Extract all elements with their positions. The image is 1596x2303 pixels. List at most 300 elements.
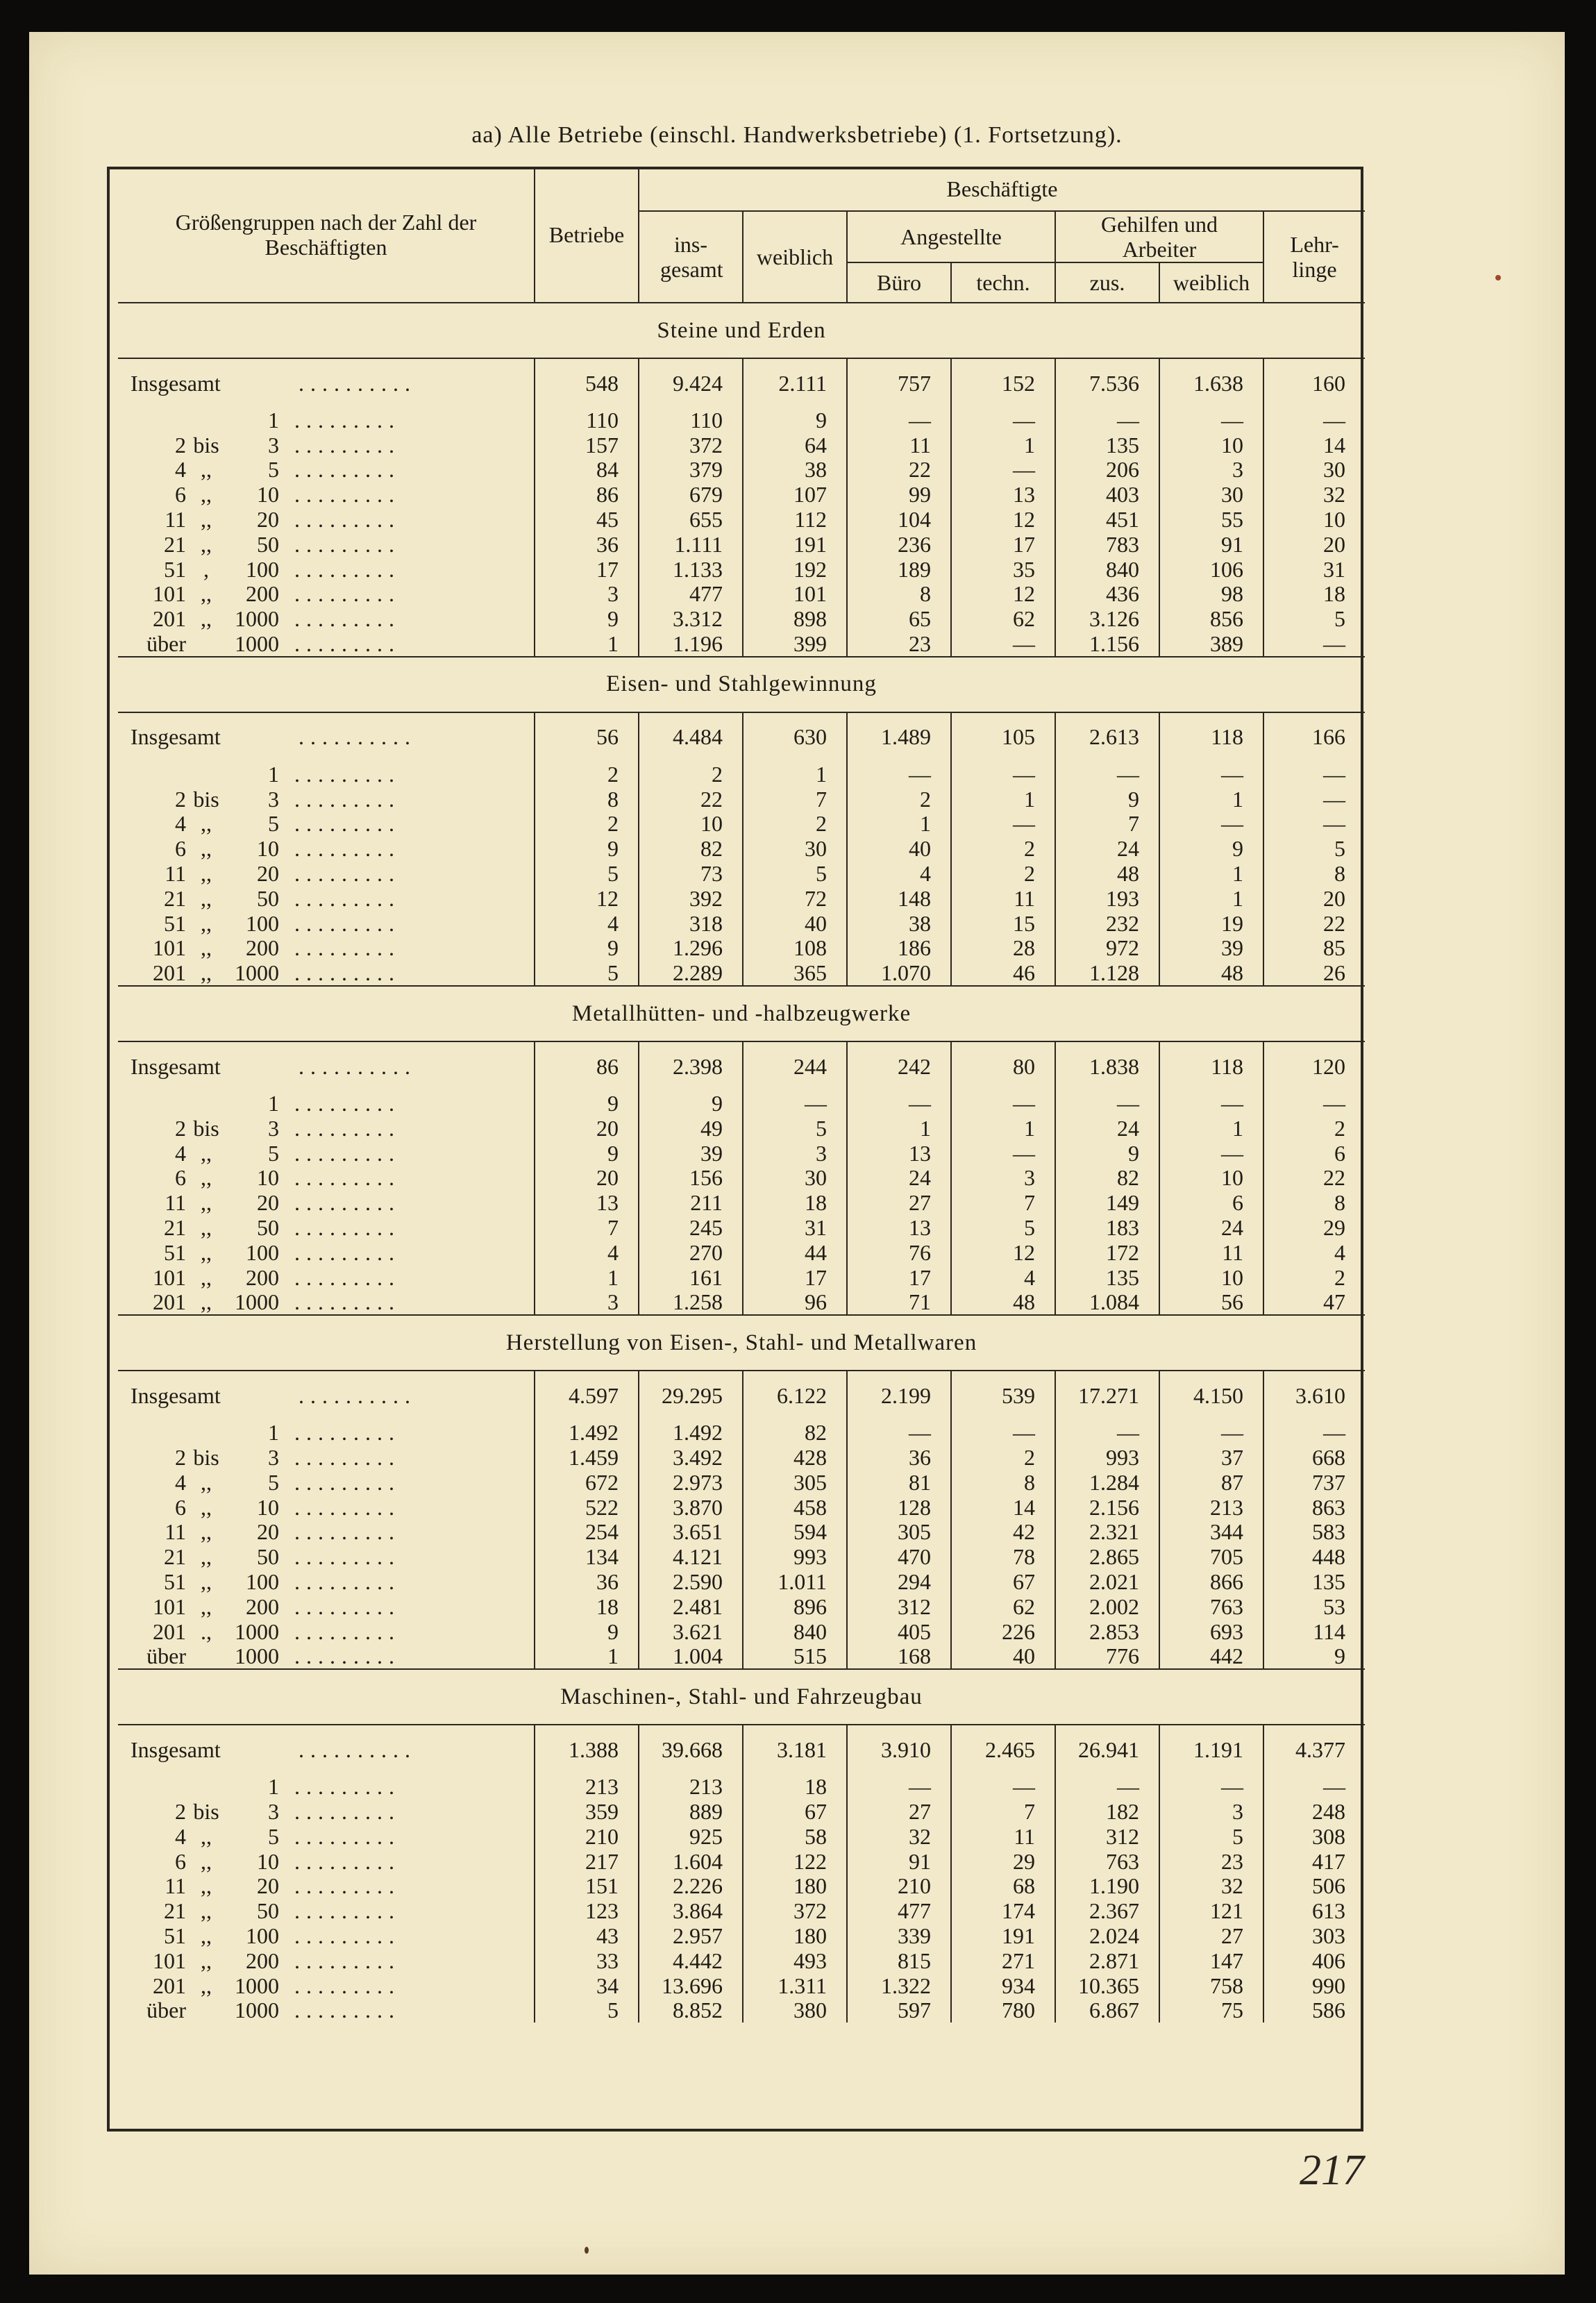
cell-value: 213 <box>639 1774 743 1799</box>
size-group-label <box>118 836 535 861</box>
cell-value: 5 <box>951 1215 1055 1240</box>
cell-value: 4.121 <box>639 1544 743 1569</box>
table-row <box>118 433 1365 458</box>
size-connector: ,, <box>201 1898 212 1924</box>
cell-value: 38 <box>847 911 951 936</box>
size-from: 2 <box>175 432 186 458</box>
cell-value: 55 <box>1159 507 1263 532</box>
cell-value: 44 <box>743 1240 847 1265</box>
table-row <box>118 861 1365 886</box>
size-group-label <box>118 1420 535 1445</box>
total-value: 1.638 <box>1159 358 1263 408</box>
cell-value: 451 <box>1055 507 1159 532</box>
cell-value: — <box>1055 762 1159 787</box>
size-group-label <box>118 507 535 532</box>
size-from: 4 <box>175 1140 186 1166</box>
cell-value: 30 <box>1159 482 1263 507</box>
cell-value: — <box>951 1420 1055 1445</box>
cell-value: 1 <box>951 787 1055 812</box>
cell-value: 2 <box>847 787 951 812</box>
cell-value: 406 <box>1312 1948 1346 1973</box>
cell-value: 135 <box>1312 1568 1346 1594</box>
cell-value: 30 <box>743 836 847 861</box>
cell-value: 62 <box>951 1594 1055 1619</box>
leader-dots: ......... <box>294 507 401 533</box>
cell-value: — <box>847 762 951 787</box>
total-value: 118 <box>1159 1041 1263 1091</box>
cell-value: 22 <box>639 787 743 812</box>
table-row <box>118 557 1365 582</box>
cell-value: — <box>847 1774 951 1799</box>
size-from: 11 <box>165 1519 186 1545</box>
cell-value: 2 <box>639 762 743 787</box>
cell-value: 1 <box>847 812 951 837</box>
leader-dots: ......... <box>294 1239 401 1265</box>
cell-value: 1.070 <box>847 960 951 986</box>
cell-value: 135 <box>1055 1265 1159 1290</box>
table-row <box>118 1774 1365 1799</box>
cell-value: 693 <box>1159 1619 1263 1644</box>
size-group-label <box>118 557 535 582</box>
size-to: 3 <box>268 1115 279 1141</box>
total-value: 1.838 <box>1055 1041 1159 1091</box>
size-to: 10 <box>257 836 279 862</box>
cell-value: 98 <box>1159 582 1263 607</box>
size-connector: , <box>203 556 209 582</box>
table-row <box>118 911 1365 936</box>
cell-value: 1 <box>535 1643 639 1669</box>
cell-value: 29 <box>951 1849 1055 1874</box>
size-group-label <box>118 1520 535 1545</box>
cell-value: 104 <box>847 507 951 532</box>
section-header-row <box>118 986 1365 1041</box>
cell-value: 68 <box>951 1873 1055 1898</box>
header-weiblich: weiblich <box>743 211 847 303</box>
cell-value: 896 <box>743 1594 847 1619</box>
size-from: 51 <box>164 556 186 582</box>
size-to: 20 <box>257 507 279 533</box>
size-group-label <box>118 1824 535 1849</box>
cell-value: 863 <box>1312 1494 1346 1520</box>
table-row <box>118 458 1365 483</box>
cell-value: 3 <box>1159 1799 1263 1824</box>
table-row <box>118 1265 1365 1290</box>
cell-value: 783 <box>1055 532 1159 557</box>
size-group-label <box>118 1594 535 1619</box>
size-group-label <box>118 1495 535 1520</box>
cell-value: 18 <box>1323 581 1346 607</box>
size-to: 1 <box>268 1774 279 1800</box>
size-to: 3 <box>268 1798 279 1824</box>
table-row <box>118 1240 1365 1265</box>
cell-value: 4 <box>951 1265 1055 1290</box>
statistics-table <box>118 167 1365 2023</box>
leader-dots: ......... <box>294 811 401 837</box>
cell-value: 7 <box>535 1215 639 1240</box>
table-row <box>118 482 1365 507</box>
table-row <box>118 1190 1365 1215</box>
cell-value: 232 <box>1055 911 1159 936</box>
size-to: 3 <box>268 432 279 458</box>
cell-value: 107 <box>743 482 847 507</box>
cell-value: 23 <box>847 631 951 657</box>
cell-value: 10 <box>639 812 743 837</box>
cell-value: 9 <box>743 408 847 433</box>
cell-value: 213 <box>535 1774 639 1799</box>
cell-value: 1 <box>1159 787 1263 812</box>
cell-value: 39 <box>639 1141 743 1166</box>
size-to: 200 <box>246 581 279 607</box>
cell-value: — <box>1159 1091 1263 1116</box>
cell-value: 3.312 <box>639 606 743 631</box>
size-from: über <box>146 631 186 657</box>
total-value: 9.424 <box>639 358 743 408</box>
table-row <box>118 1849 1365 1874</box>
size-connector: ,, <box>201 1215 212 1241</box>
cell-value: 31 <box>743 1215 847 1240</box>
leader-dots: ......... <box>294 786 401 812</box>
cell-value: 24 <box>847 1166 951 1191</box>
total-value: 1.388 <box>535 1725 639 1774</box>
size-group-label <box>118 1190 535 1215</box>
size-to: 10 <box>257 1494 279 1520</box>
cell-value: 5 <box>1334 606 1346 632</box>
cell-value: 990 <box>1312 1973 1346 1998</box>
cell-value: 2.226 <box>639 1873 743 1898</box>
table-row <box>118 1873 1365 1898</box>
size-to: 1 <box>268 761 279 787</box>
size-from: 6 <box>175 836 186 862</box>
cell-value: 7 <box>743 787 847 812</box>
cell-value: 11 <box>1159 1240 1263 1265</box>
leader-dots: ......... <box>294 885 401 911</box>
table-row <box>118 1923 1365 1948</box>
table-row <box>118 1799 1365 1824</box>
cell-value: 522 <box>535 1495 639 1520</box>
table-row <box>118 1520 1365 1545</box>
size-connector: ,, <box>201 581 212 607</box>
cell-value: 86 <box>535 482 639 507</box>
cell-value: 24 <box>1055 836 1159 861</box>
cell-value: 372 <box>639 433 743 458</box>
cell-value: 134 <box>535 1544 639 1569</box>
leader-dots: ......... <box>294 1420 401 1446</box>
cell-value: 1.128 <box>1055 960 1159 986</box>
cell-value: 3.126 <box>1055 606 1159 631</box>
table-row <box>118 1445 1365 1470</box>
size-connector: ,, <box>201 1848 212 1874</box>
total-value: 4.150 <box>1159 1371 1263 1420</box>
leader-dots: ......... <box>294 1618 401 1644</box>
cell-value: 17 <box>743 1265 847 1290</box>
cell-value: 3 <box>743 1141 847 1166</box>
cell-value: 182 <box>1055 1799 1159 1824</box>
cell-value: 36 <box>535 532 639 557</box>
size-from: 201 <box>153 960 186 986</box>
size-group-label <box>118 433 535 458</box>
cell-value: 53 <box>1323 1593 1346 1619</box>
cell-value: 56 <box>1159 1290 1263 1316</box>
cell-value: 5 <box>535 1998 639 2023</box>
size-group-label <box>118 1290 535 1316</box>
cell-value: 110 <box>639 408 743 433</box>
table-row <box>118 507 1365 532</box>
size-to: 1000 <box>235 1618 279 1644</box>
cell-value: 436 <box>1055 582 1159 607</box>
cell-value: 668 <box>1312 1445 1346 1470</box>
cell-value: — <box>743 1091 847 1116</box>
cell-value: 9 <box>535 606 639 631</box>
size-to: 1000 <box>235 1643 279 1669</box>
table-row <box>118 631 1365 657</box>
cell-value: 2.871 <box>1055 1948 1159 1973</box>
cell-value: 8 <box>1334 1190 1346 1216</box>
cell-value: 20 <box>1323 531 1346 557</box>
cell-value: 5 <box>535 960 639 986</box>
total-label-cell <box>118 1041 535 1091</box>
table-row <box>118 1420 1365 1445</box>
cell-value: 3.651 <box>639 1520 743 1545</box>
cell-value: 428 <box>743 1445 847 1470</box>
leader-dots: .......... <box>299 370 417 396</box>
cell-value: 27 <box>1159 1923 1263 1948</box>
cell-value: 7 <box>951 1799 1055 1824</box>
size-to: 1000 <box>235 631 279 657</box>
total-label-cell <box>118 358 535 408</box>
size-group-label <box>118 582 535 607</box>
cell-value: 4 <box>847 861 951 886</box>
cell-value: — <box>1159 1774 1263 1799</box>
cell-value: 67 <box>743 1799 847 1824</box>
cell-value: 40 <box>743 911 847 936</box>
cell-value: 28 <box>951 936 1055 961</box>
size-group-label <box>118 1799 535 1824</box>
size-connector: ., <box>201 1618 212 1644</box>
size-group-label <box>118 1445 535 1470</box>
leader-dots: ......... <box>294 1998 401 2023</box>
cell-value: — <box>847 1091 951 1116</box>
leader-dots: ......... <box>294 1593 401 1619</box>
size-from: 201 <box>153 1289 186 1315</box>
cell-value: 1.492 <box>535 1420 639 1445</box>
size-from: 51 <box>164 1568 186 1594</box>
leader-dots: ......... <box>294 836 401 862</box>
cell-value: — <box>1055 1420 1159 1445</box>
leader-dots: ......... <box>294 1519 401 1545</box>
total-value: 1.489 <box>847 712 951 762</box>
cell-value: — <box>1159 812 1263 837</box>
size-group-label <box>118 408 535 433</box>
size-from: 6 <box>175 1494 186 1520</box>
total-value: 80 <box>951 1041 1055 1091</box>
cell-value: 9 <box>535 836 639 861</box>
cell-value: 737 <box>1312 1469 1346 1495</box>
cell-value: — <box>1055 1774 1159 1799</box>
cell-value: — <box>1323 761 1346 787</box>
cell-value: 776 <box>1055 1643 1159 1669</box>
cell-value: 705 <box>1159 1544 1263 1569</box>
size-from: 4 <box>175 1823 186 1849</box>
cell-value: 3.492 <box>639 1445 743 1470</box>
size-from: 2 <box>175 786 186 812</box>
total-value: 6.122 <box>743 1371 847 1420</box>
leader-dots: ......... <box>294 482 401 508</box>
cell-value: 403 <box>1055 482 1159 507</box>
size-from: über <box>146 1643 186 1669</box>
size-to: 100 <box>246 556 279 582</box>
cell-value: 318 <box>639 911 743 936</box>
cell-value: 9 <box>1159 836 1263 861</box>
size-group-label <box>118 936 535 961</box>
cell-value: 211 <box>639 1190 743 1215</box>
leader-dots: ......... <box>294 1923 401 1948</box>
cell-value: 18 <box>535 1594 639 1619</box>
cell-value: 840 <box>1055 557 1159 582</box>
total-label-cell <box>118 712 535 762</box>
total-value: 3.610 <box>1295 1382 1346 1408</box>
leader-dots: ......... <box>294 935 401 961</box>
size-from: 101 <box>153 1264 186 1290</box>
cell-value: 1 <box>1159 1116 1263 1141</box>
size-to: 50 <box>257 885 279 911</box>
size-connector: ,, <box>201 960 212 986</box>
cell-value: 763 <box>1055 1849 1159 1874</box>
size-to: 200 <box>246 1948 279 1973</box>
cell-value: 123 <box>535 1898 639 1923</box>
cell-value: 9 <box>1334 1643 1346 1669</box>
cell-value: 477 <box>639 582 743 607</box>
cell-value: 993 <box>1055 1445 1159 1470</box>
cell-value: 470 <box>847 1544 951 1569</box>
leader-dots: ......... <box>294 1215 401 1241</box>
cell-value: 3.864 <box>639 1898 743 1923</box>
cell-value: 40 <box>951 1643 1055 1669</box>
section-title: Metallhütten- und -halbzeugwerke <box>118 986 1365 1041</box>
section-header-row <box>118 657 1365 712</box>
size-from: 101 <box>153 1593 186 1619</box>
cell-value: 48 <box>1055 861 1159 886</box>
cell-value: 180 <box>743 1923 847 1948</box>
size-to: 200 <box>246 935 279 961</box>
leader-dots: ......... <box>294 606 401 632</box>
cell-value: 1.492 <box>639 1420 743 1445</box>
leader-dots: ......... <box>294 1643 401 1669</box>
size-connector: ,, <box>201 1519 212 1545</box>
cell-value: 405 <box>847 1619 951 1644</box>
size-connector: bis <box>193 1115 219 1141</box>
cell-value: 8 <box>847 582 951 607</box>
header-beschaeftigte: Beschäftigte <box>639 167 1365 211</box>
table-row <box>118 532 1365 557</box>
size-from: 2 <box>175 1798 186 1824</box>
table-row <box>118 1643 1365 1669</box>
size-to: 100 <box>246 1239 279 1265</box>
size-connector: ,, <box>201 885 212 911</box>
cell-value: 2 <box>535 812 639 837</box>
size-to: 1 <box>268 1420 279 1446</box>
cell-value: 48 <box>1159 960 1263 986</box>
total-value: 7.536 <box>1055 358 1159 408</box>
cell-value: — <box>1159 408 1263 433</box>
table-row <box>118 1116 1365 1141</box>
size-from: 6 <box>175 482 186 508</box>
total-value: 152 <box>951 358 1055 408</box>
total-value: 56 <box>535 712 639 762</box>
cell-value: 17 <box>951 532 1055 557</box>
cell-value: 32 <box>847 1824 951 1849</box>
cell-value: 2.957 <box>639 1923 743 1948</box>
size-from: über <box>146 1998 186 2023</box>
cell-value: 312 <box>1055 1824 1159 1849</box>
cell-value: 993 <box>743 1544 847 1569</box>
cell-value: 91 <box>1159 532 1263 557</box>
size-to: 1000 <box>235 606 279 632</box>
table-row <box>118 1569 1365 1594</box>
leader-dots: .......... <box>299 1382 417 1408</box>
size-group-label <box>118 1619 535 1644</box>
total-label: Insgesamt <box>131 1736 221 1762</box>
size-connector: ,, <box>201 482 212 508</box>
total-value: 105 <box>951 712 1055 762</box>
size-connector: ,, <box>201 1140 212 1166</box>
total-row <box>118 1371 1365 1420</box>
leader-dots: ......... <box>294 1445 401 1470</box>
size-connector: ,, <box>201 1948 212 1973</box>
size-to: 3 <box>268 786 279 812</box>
table-row <box>118 787 1365 812</box>
section-header-row <box>118 303 1365 358</box>
cell-value: 206 <box>1055 458 1159 483</box>
cell-value: 91 <box>847 1849 951 1874</box>
cell-value: — <box>951 1141 1055 1166</box>
cell-value: 2.853 <box>1055 1619 1159 1644</box>
leader-dots: ......... <box>294 1140 401 1166</box>
size-from: 4 <box>175 457 186 483</box>
cell-value: 191 <box>743 532 847 557</box>
size-group-label <box>118 1141 535 1166</box>
table-row <box>118 1998 1365 2023</box>
cell-value: 82 <box>743 1420 847 1445</box>
cell-value: 2.367 <box>1055 1898 1159 1923</box>
cell-value: 3 <box>535 582 639 607</box>
size-to: 200 <box>246 1264 279 1290</box>
size-from: 4 <box>175 811 186 837</box>
cell-value: 506 <box>1312 1873 1346 1899</box>
cell-value: 22 <box>1323 910 1346 936</box>
cell-value: 37 <box>1159 1445 1263 1470</box>
cell-value: 1.111 <box>639 532 743 557</box>
cell-value: 213 <box>1159 1495 1263 1520</box>
cell-value: — <box>1159 1420 1263 1445</box>
total-value: 29.295 <box>639 1371 743 1420</box>
leader-dots: .......... <box>299 1736 417 1762</box>
cell-value: 24 <box>1159 1215 1263 1240</box>
table-row <box>118 1470 1365 1495</box>
cell-value: 1.604 <box>639 1849 743 1874</box>
cell-value: 1.196 <box>639 631 743 657</box>
cell-value: 2 <box>535 762 639 787</box>
cell-value: 1.311 <box>743 1973 847 1998</box>
cell-value: 10 <box>1159 433 1263 458</box>
size-to: 100 <box>246 910 279 936</box>
table-row <box>118 1495 1365 1520</box>
cell-value: 121 <box>1159 1898 1263 1923</box>
leader-dots: ......... <box>294 1091 401 1116</box>
cell-value: 1 <box>535 631 639 657</box>
cell-value: 305 <box>743 1470 847 1495</box>
cell-value: 76 <box>847 1240 951 1265</box>
header-zus: zus. <box>1055 262 1159 303</box>
